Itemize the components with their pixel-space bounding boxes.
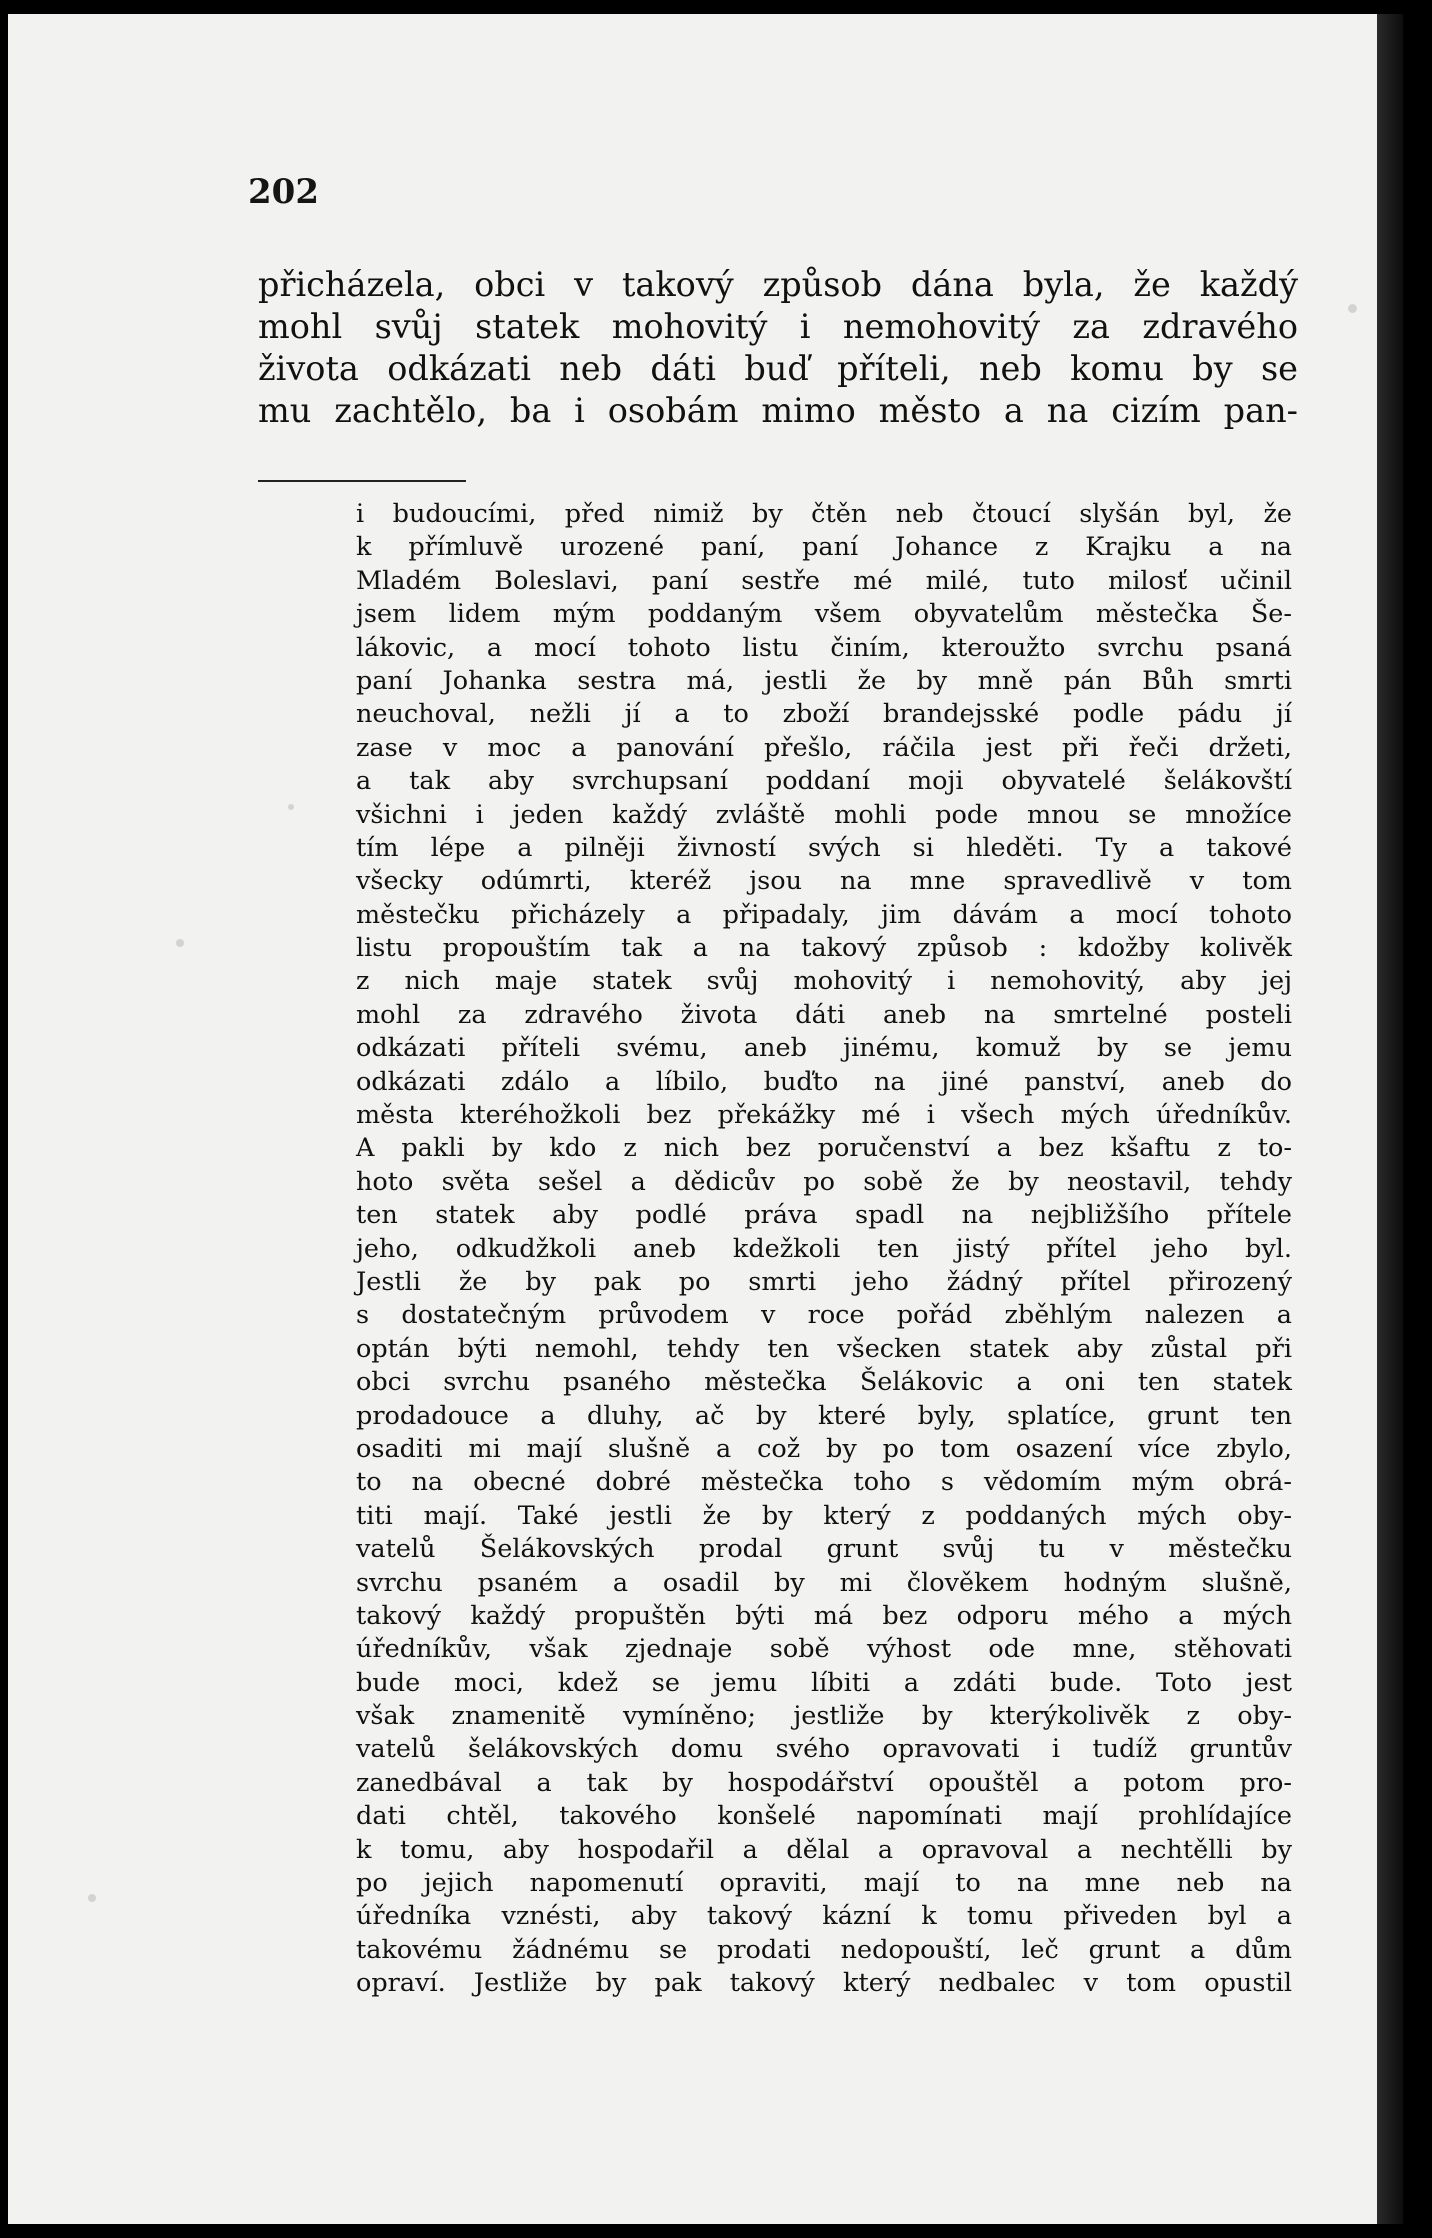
footnote-line: k tomu, aby hospodařil a dělal a opravoval a nechtělli by [356,1834,1292,1865]
book-page [8,14,1403,2224]
footnote-line: a tak aby svrchupsaní poddaní moji obyvatelé šelákovští [356,766,1292,797]
footnote-line: úředníkův, však zjednaje sobě výhost ode mne, stěhovati [356,1634,1292,1665]
footnote-line: všecky odúmrti, kteréž jsou na mne spravedlivě v tom [356,866,1292,897]
footnote-line: všichni i jeden každý zvláště mohli pode mnou se množíce [356,799,1292,830]
footnote-line: z nich maje statek svůj mohovitý i nemohovitý, aby jej [356,966,1292,997]
footnote-line: městečku přicházely a připadaly, jim dávám a mocí tohoto [356,899,1292,930]
footnote-line: však znamenitě vymíněno; jestliže by kterýkolivěk z oby- [356,1701,1292,1732]
footnote-line: hoto světa sešel a dědicův po sobě že by neostavil, tehdy [356,1166,1292,1197]
footnote-line: neuchoval, nežli jí a to zboží brandejsské podle pádu jí [356,699,1292,730]
paper-speck [288,804,294,810]
footnote-line: po jejich napomenutí opraviti, mají to na mne neb na [356,1868,1292,1899]
footnote-line: dati chtěl, takového konšelé napomínati mají prohlídajíce [356,1801,1292,1832]
text-line: přicházela, obci v takový způsob dána byla, že každý [258,265,1298,304]
paper-speck [176,939,184,947]
footnote-line: lákovic, a mocí tohoto listu činím, kteroužto svrchu psaná [356,632,1292,663]
footnote-line: jeho, odkudžkoli aneb kdežkoli ten jistý přítel jeho byl. [356,1233,1292,1264]
footnote-line: prodadouce a dluhy, ač by které byly, splatíce, grunt ten [356,1400,1292,1431]
footnote-line: Jestli že by pak po smrti jeho žádný přítel přirozený [356,1266,1292,1297]
footnote-line: ten statek aby podlé práva spadl na nejbližšího přítele [356,1200,1292,1231]
footnote-line: mohl za zdravého života dáti aneb na smrtelné posteli [356,999,1292,1030]
paper-speck [88,1894,96,1902]
footnote-line: svrchu psaném a osadil by mi člověkem hodným slušně, [356,1567,1292,1598]
footnote-line: k přímluvě urozené paní, paní Johance z Krajku a na [356,532,1292,563]
footnote-line: s dostatečným průvodem v roce pořád zběhlým nalezen a [356,1300,1292,1331]
text-line: mohl svůj statek mohovitý i nemohovitý za zdravého [258,307,1298,346]
text-line: mu zachtělo, ba i osobám mimo město a na cizím pan- [258,391,1298,430]
footnote-line: takový každý propuštěn býti má bez odporu mého a mých [356,1600,1292,1631]
footnote-line: úředníka vznésti, aby takový kázní k tomu přiveden byl a [356,1901,1292,1932]
footnote-line: listu propouštím tak a na takový způsob : kdožby kolivěk [356,933,1292,964]
footnote-line: zase v moc a panování přešlo, ráčila jest při řeči držeti, [356,732,1292,763]
footnote-line: odkázati příteli svému, aneb jinému, komuž by se jemu [356,1033,1292,1064]
paper-speck [1348,304,1357,313]
footnote-line: A pakli by kdo z nich bez poručenství a bez kšaftu z to- [356,1133,1292,1164]
footnote-line: optán býti nemohl, tehdy ten všecken statek aby zůstal při [356,1333,1292,1364]
footnote-line: vatelů Šelákovských prodal grunt svůj tu v městečku [356,1534,1292,1565]
footnote-line: osaditi mi mají slušně a což by po tom osazení více zbylo, [356,1433,1292,1464]
text-line: života odkázati neb dáti buď příteli, neb komu by se [258,349,1298,388]
page-number: 202 [248,172,319,212]
footnote-line: Mladém Boleslavi, paní sestře mé milé, tuto milosť učinil [356,565,1292,596]
footnote-line: titi mají. Také jestli že by který z poddaných mých oby- [356,1500,1292,1531]
footnote-line: města kteréhožkoli bez překážky mé i všech mých úředníkův. [356,1100,1292,1131]
main-text-block [258,264,1298,432]
footnote-line: vatelů šelákovských domu svého opravovati i tudíž gruntův [356,1734,1292,1765]
footnote-line: paní Johanka sestra má, jestli že by mně pán Bůh smrti [356,665,1292,696]
page-edge-shadow [1377,14,1403,2224]
footnote-line: zanedbával a tak by hospodářství opouštěl a potom pro- [356,1767,1292,1798]
footnote-line: bude moci, kdež se jemu líbiti a zdáti bude. Toto jest [356,1667,1292,1698]
footnote-line: tím lépe a pilněji živností svých si hleděti. Ty a takové [356,832,1292,863]
footnote-line: opraví. Jestliže by pak takový který nedbalec v tom opustil [356,1968,1292,1999]
footnote-line: i budoucími, před nimiž by čtěn neb čtoucí slyšán byl, že [356,499,1292,529]
footnote-block [356,498,1292,2001]
footnote-separator [258,480,466,482]
footnote-line: to na obecné dobré městečka toho s vědomím mým obrá- [356,1467,1292,1498]
footnote-line: odkázati zdálo a líbilo, buďto na jiné panství, aneb do [356,1066,1292,1097]
footnote-line: jsem lidem mým poddaným všem obyvatelům městečka Še- [356,599,1292,630]
footnote-line: takovému žádnému se prodati nedopouští, leč grunt a dům [356,1934,1292,1965]
footnote-line: obci svrchu psaného městečka Šelákovic a oni ten statek [356,1367,1292,1398]
